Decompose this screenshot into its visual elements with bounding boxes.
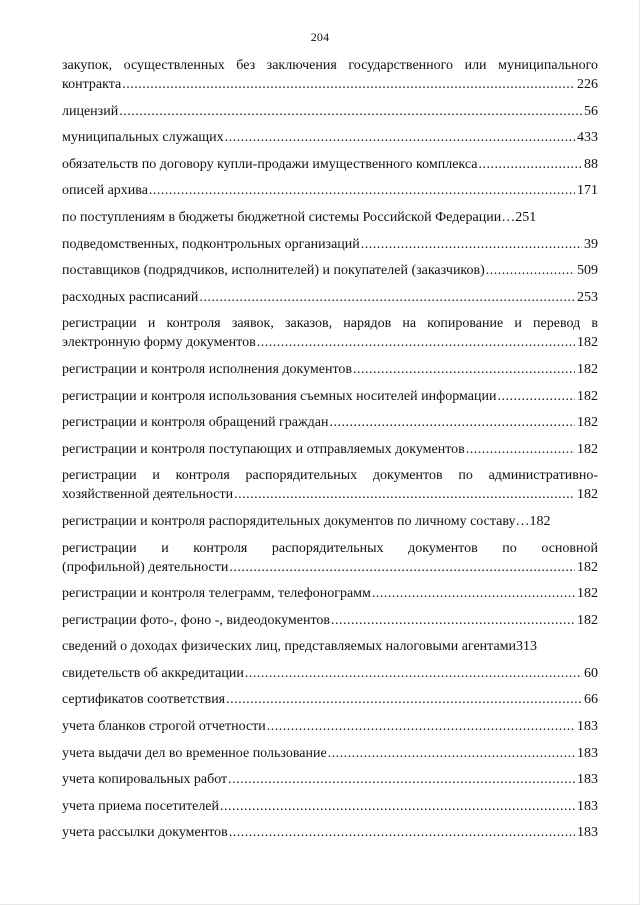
index-entry-text: хозяйственной деятельности: [62, 487, 234, 503]
index-entry: [62, 128, 598, 147]
index-entry-text: контракта: [62, 77, 122, 92]
index-entry-text: регистрации и контроля заявок, заказов, нарядов на копирование и перевод в: [62, 316, 598, 332]
index-entry-page: 183: [577, 825, 598, 841]
index-entry-page: 183: [577, 745, 598, 761]
page-number: 204: [310, 30, 330, 44]
index-entry: [62, 664, 598, 683]
index-entry-page: 88: [584, 156, 598, 172]
index-entry: [62, 155, 598, 174]
index-entry-text: обязательств по договору купли-продажи имущественного комплекса: [62, 156, 478, 172]
index-entry-text: учета выдачи дел во временное пользование: [62, 745, 327, 761]
index-entry: [62, 360, 598, 379]
index-entry-text: учета копировальных работ: [62, 772, 228, 788]
index-entry-text: регистрации и контроля поступающих и отправляемых документов: [62, 441, 465, 457]
dot-leader: [330, 413, 575, 432]
dot-leader: [225, 128, 575, 147]
index-entry-page: 60: [584, 665, 598, 681]
index-entry: регистрации и контроля распорядительных документов по личному составу…182: [62, 513, 551, 529]
index-entry-page: 66: [584, 692, 598, 708]
index-entry: [62, 797, 598, 816]
index-entry-text: учета рассылки документов: [62, 825, 228, 841]
index-entry: [62, 466, 598, 504]
dot-leader: [257, 333, 575, 352]
dot-leader: [361, 235, 582, 254]
index-entry-text: регистрации и контроля распорядительных документов по основной: [62, 540, 598, 556]
index-entry-text: муниципальных служащих: [62, 130, 224, 146]
index-entry-page: 183: [577, 772, 598, 788]
index-entry: по поступлениям в бюджеты бюджетной системы Российской Федерации…251: [62, 209, 537, 225]
dot-leader: [149, 181, 575, 200]
index-entry: [62, 539, 598, 577]
index-entry-page: 182: [577, 612, 598, 628]
index-entry-page: 509: [577, 263, 598, 279]
index-entry-page: 182: [577, 586, 598, 602]
index-entry: [62, 235, 598, 254]
index-entry-text: закупок, осуществленных без заключения государственного или муниципального: [62, 58, 598, 73]
dot-leader: [229, 558, 575, 577]
index-entry-page: 182: [577, 441, 598, 457]
index-entry-text: описей архива: [62, 183, 148, 199]
index-entry-text: электронную форму документов: [62, 335, 256, 351]
index-entry-page: 182: [577, 559, 598, 575]
index-entry-page: 56: [584, 103, 598, 119]
dot-leader: [478, 155, 582, 174]
index-entry-text: регистрации фото-, фоно -, видеодокументов: [62, 612, 331, 628]
index-entry: [62, 770, 598, 789]
index-entry: [62, 261, 598, 280]
index-entry-text: регистрации и контроля использования съемных носителей информации: [62, 388, 497, 404]
index-entry: [62, 314, 598, 352]
dot-leader: [486, 261, 575, 280]
index-entry-page: 433: [577, 130, 598, 146]
dot-leader: [228, 770, 575, 789]
index-entry-text: регистрации и контроля телеграмм, телефонограмм: [62, 586, 371, 602]
dot-leader: [234, 485, 575, 504]
dot-leader: [353, 360, 575, 379]
index-entry-page: 226: [577, 77, 598, 92]
index-entry-page: 182: [577, 335, 598, 351]
index-entry-page: 253: [577, 289, 598, 305]
dot-leader: [226, 690, 582, 709]
index-entry-page: 182: [577, 415, 598, 431]
index-entry-list: [62, 56, 598, 850]
index-entry: [62, 102, 598, 121]
index-entry-text: подведомственных, подконтрольных организаций: [62, 236, 360, 252]
index-entry-text: учета бланков строгой отчетности: [62, 719, 266, 735]
dot-leader: [328, 744, 575, 763]
index-entry: [62, 717, 598, 736]
dot-leader: [119, 102, 582, 121]
dot-leader: [331, 611, 575, 630]
index-entry: [62, 181, 598, 200]
index-entry-text: регистрации и контроля распорядительных документов по административно-: [62, 468, 598, 484]
index-entry: [62, 744, 598, 763]
index-entry: [62, 288, 598, 307]
index-entry: [62, 387, 598, 406]
index-entry-page: 171: [577, 183, 598, 199]
index-entry-page: 39: [584, 236, 598, 252]
index-entry: [62, 690, 598, 709]
dot-leader: [372, 584, 575, 603]
index-entry-page: 182: [577, 388, 598, 404]
dot-leader: [220, 797, 575, 816]
dot-leader: [497, 387, 575, 406]
dot-leader: [229, 823, 575, 842]
index-entry: сведений о доходах физических лиц, представляемых налоговыми агентами313: [62, 639, 538, 655]
index-entry-text: учета приема посетителей: [62, 798, 220, 814]
index-entry: [62, 584, 598, 603]
index-entry-page: 183: [577, 719, 598, 735]
index-entry-text: регистрации и контроля исполнения документов: [62, 361, 353, 377]
dot-leader: [122, 75, 575, 94]
index-entry-text: поставщиков (подрядчиков, исполнителей) и покупателей (заказчиков): [62, 263, 485, 279]
dot-leader: [466, 440, 575, 459]
index-entry: [62, 611, 598, 630]
index-entry-page: 182: [577, 361, 598, 377]
index-entry-text: расходных расписаний: [62, 289, 199, 305]
index-entry: [62, 56, 598, 94]
index-entry-text: (профильной) деятельности: [62, 559, 229, 575]
index-entry-text: регистрации и контроля обращений граждан: [62, 415, 329, 431]
index-entry-text: сертификатов соответствия: [62, 692, 226, 708]
index-entry: [62, 413, 598, 432]
index-entry-text: свидетельств об аккредитации: [62, 665, 244, 681]
dot-leader: [267, 717, 575, 736]
dot-leader: [245, 664, 582, 683]
index-entry-text: лицензий: [62, 103, 119, 119]
index-entry-page: 183: [577, 798, 598, 814]
index-entry-page: 182: [577, 487, 598, 503]
dot-leader: [199, 288, 575, 307]
index-entry: [62, 440, 598, 459]
index-entry: [62, 823, 598, 842]
